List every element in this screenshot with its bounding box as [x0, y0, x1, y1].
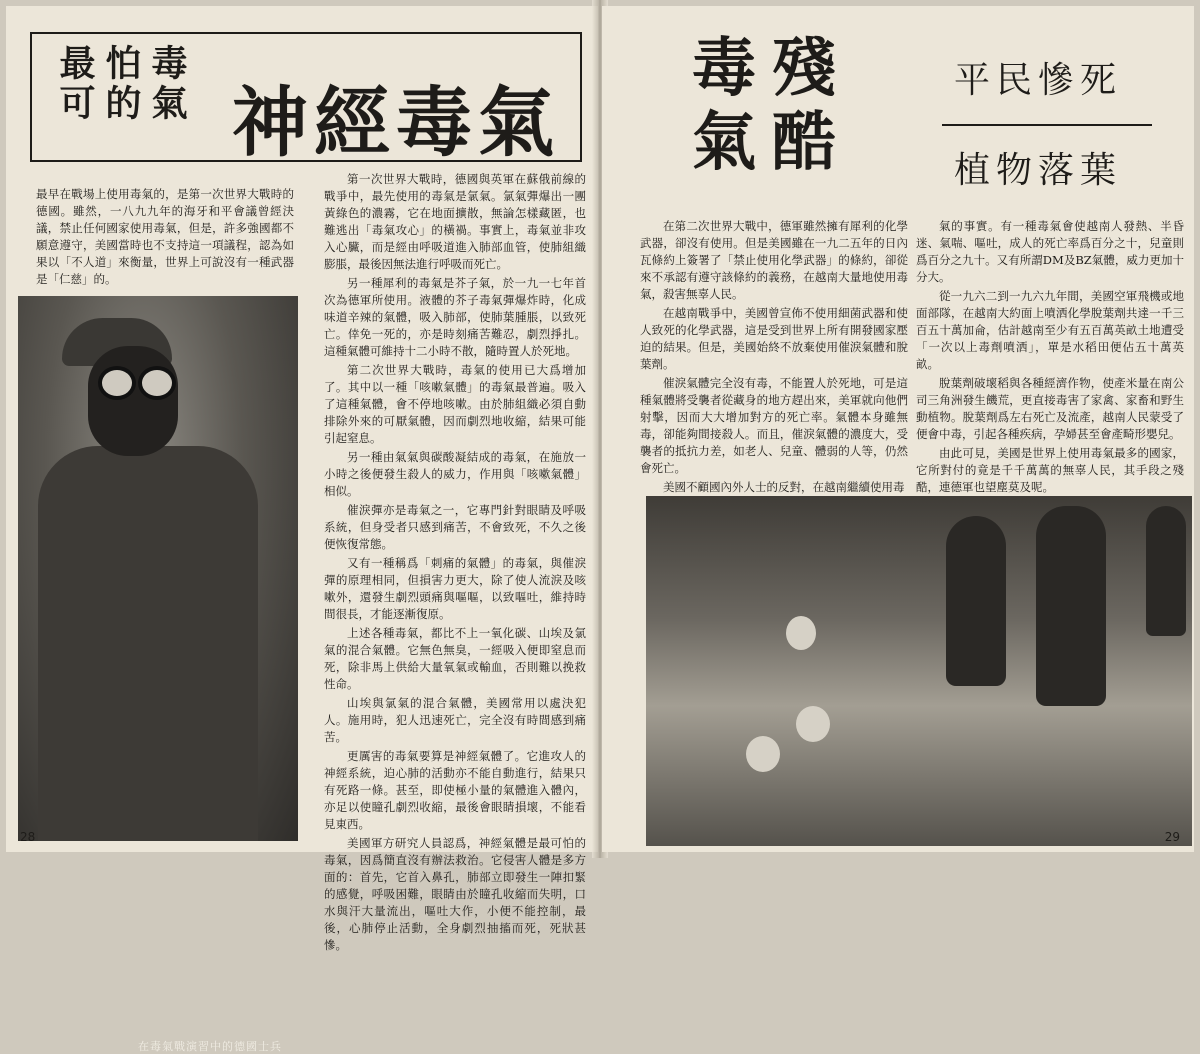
paragraph: 在第二次世界大戰中，德軍雖然擁有犀利的化學武器，卻沒有使用。但是美國雖在一九二五年的日內瓦條約上簽署了「禁止使用化學武器」的條約，卻從來不承認有遵守該條約的義務，在越南大量地使用毒氣，殺害無辜人民。 — [640, 219, 908, 301]
paragraph: 催淚氣體完全沒有毒，不能置人於死地，可是這種氣體將受襲者從藏身的地方趕出來，美軍就向他們射擊，因而大大增加對方的死亡率。氣體本身雖無毒，卻能夠間接殺人。而且，催淚氣體的濃度大，受襲者的抵抗力差，如老人、兒童、體弱的人等，仍然會死亡。 — [640, 376, 908, 475]
photo-soldier-shape — [1036, 506, 1106, 706]
paragraph: 氣的事實。有一種毒氣會使越南人發熱、半昏迷、氣喘、嘔吐，成人的死亡率爲百分之十，兒童則爲百分之九十。又有所謂DM及BZ氣體，威力更加十分大。 — [916, 219, 1184, 284]
right-column-2 — [916, 218, 1184, 498]
photo-child-face — [746, 736, 780, 772]
paragraph: 美國不顧國內外人士的反對，在越南繼續使用毒 — [663, 480, 905, 494]
title-char: 殘 — [772, 32, 840, 106]
title-char: 毒 — [692, 32, 760, 106]
paragraph: 又有一種稱爲「刺痛的氣體」的毒氣，與催淚彈的原理相同，但損害力更大，除了使人流淚及咳嗽外，還發生劇烈頭痛與嘔嘔，以致嘔吐，維持時間很長，才能逐漸復原。 — [324, 556, 586, 621]
right-column-1 — [640, 218, 908, 498]
article-title: 神經毒氣 — [232, 78, 560, 167]
photo-body-shape — [38, 446, 258, 841]
paragraph: 第一次世界大戰時，德國與英軍在蘇俄前線的戰爭中，最先使用的毒氣是氯氣。氯氣彈爆出一團黃綠色的濃霧，它在地面擴散，無論怎樣藏匿，也難逃出「毒氣攻心」的橫禍。事實上，毒氣並非攻入心臟，而是經由呼吸道進入肺部血管，使肺組織膨脹，最後因無法進行呼吸而死亡。 — [324, 172, 586, 271]
photo-child-face — [796, 706, 830, 742]
paragraph: 脫葉劑破壞稻與各種經濟作物，使產米量在南公司三角洲發生饑荒，更直接毒害了家禽、家畜和野生動植物。脫葉劑爲左右死亡及流產，越南人民蒙受了便會中毒，引起各種疾病，孕婦甚至會產畸形嬰兒。 — [916, 376, 1184, 441]
header-vertical-1: 毒氣 — [146, 44, 187, 124]
page-number-right: 29 — [1164, 830, 1180, 844]
paragraph: 上述各種毒氣，都比不上一氧化碳、山埃及氯氣的混合氣體。它無色無臭，一經吸入便即窒息而死，除非馬上供給大量氧氣或輸血，否則難以挽救性命。 — [324, 626, 586, 691]
paragraph: 第二次世界大戰時，毒氣的使用已大爲增加了。其中以一種「咳嗽氣體」的毒氣最普遍。吸入了這種氣體，會不停地咳嗽。由於肺組織必須自動排除外來的可厭氣體，因而劇烈地收縮，結果可能引起窒息。 — [324, 363, 586, 445]
paragraph: 另一種犀利的毒氣是芥子氣，於一九一七年首次為德軍所使用。液體的芥子毒氣彈爆炸時，化成味道辛辣的氣體，吸入肺部，使肺葉腫脹，以致死亡。倖免一死的，亦是時刻痛苦難忍，劇烈掙扎。這種氣體可維持十二小時不散，隨時置人於死地。 — [324, 276, 586, 358]
right-title-col-b — [692, 32, 762, 180]
subtitle-bottom: 植物落葉 — [954, 150, 1123, 191]
photo-soldier-shape — [1146, 506, 1186, 636]
right-title-col-a — [772, 32, 842, 180]
paragraph: 在越南戰爭中，美國曾宣佈不使用細菌武器和使人致死的化學武器，這是受到世界上所有開發國家壓迫的結果。但是，美國始終不放棄使用催淚氣體和脫葉劑。 — [640, 306, 908, 371]
title-box — [30, 32, 582, 167]
paragraph: 另一種由氣氣與碳酸凝結成的毒氣，在施放一小時之後便發生殺人的威力，作用與「咳嗽氣體」相似。 — [324, 450, 586, 498]
page-number-left: 28 — [20, 830, 36, 844]
paragraph: 催淚彈亦是毒氣之一，它專門針對眼睛及呼吸系統，但身受者只感到痛苦，不會致死，不久之後便恢復常態。 — [324, 503, 586, 551]
title-char: 氣 — [692, 106, 760, 180]
photo-lens-right — [138, 366, 176, 400]
header-vertical-2: 怕的 — [100, 44, 141, 124]
title-char: 酷 — [772, 106, 840, 180]
paragraph: 由此可見，美國是世界上使用毒氣最多的國家，它所對付的竟是千千萬萬的無辜人民，其手段之殘酷，連德軍也望塵莫及呢。 — [916, 446, 1184, 494]
subtitle-divider — [942, 124, 1152, 126]
paragraph: 美國軍方研究人員認爲，神經氣體是最可怕的毒氣，因爲簡直沒有辦法救治。它侵害人體是多方面的：首先，它首入鼻孔，肺部立即發生一陣扣緊的感覺，呼吸困難，眼睛由於瞳孔收縮而失明，口水與汗大量流出，嘔吐大作，小便不能控制，最後，心肺停止活動，全身劇烈抽搐而死，死狀甚慘。 — [324, 836, 586, 952]
vietnam-civilians-photo — [646, 496, 1192, 846]
photo-mask-shape — [88, 346, 178, 456]
paragraph: 從一九六二到一九六九年間，美國空軍飛機或地面部隊，在越南大約面上噴洒化學脫葉劑共達一千三百五十萬加侖，估計越南至少有五百萬英畝土地遭受「一次以上毒劑噴洒」，單是水稻田便佔五十萬英畝。 — [916, 289, 1184, 371]
header-vertical-3: 最可 — [54, 44, 95, 124]
photo-soldier-shape — [946, 516, 1006, 686]
paragraph: 更厲害的毒氣要算是神經氣體了。它進攻人的神經系統，迫心肺的活動亦不能自動進行，結果只有死路一條。甚至，即使極小量的氣體進入體內，亦足以使瞳孔劇烈收縮，最後會眼睛損壞，不能看見東西。 — [324, 749, 586, 831]
photo-child-face — [786, 616, 816, 650]
subtitle-top: 平民慘死 — [954, 60, 1123, 101]
right-page — [602, 6, 1194, 852]
soldier-gas-mask-photo — [18, 296, 298, 1053]
paragraph: 山埃與氯氣的混合氣體，美國常用以處決犯人。施用時，犯人迅速死亡，完全沒有時間感到痛苦。 — [324, 696, 586, 744]
intro-text: 最早在戰場上使用毒氣的，是第一次世界大戰時的德國。雖然，一八九九年的海牙和平會議曾經決議，禁止任何國家使用毒氣，但是，許多強國都不願意遵守，美國當時也不支持這一項議程，認為如果以「不人道」來衡量，世界上可說沒有一種武器是「仁慈」的。 — [36, 187, 294, 286]
left-body-column — [324, 171, 586, 956]
left-page — [6, 6, 598, 1053]
photo-caption: 在毒氣戰演習中的德國士兵 — [138, 1040, 282, 1053]
photo-lens-left — [98, 366, 136, 400]
